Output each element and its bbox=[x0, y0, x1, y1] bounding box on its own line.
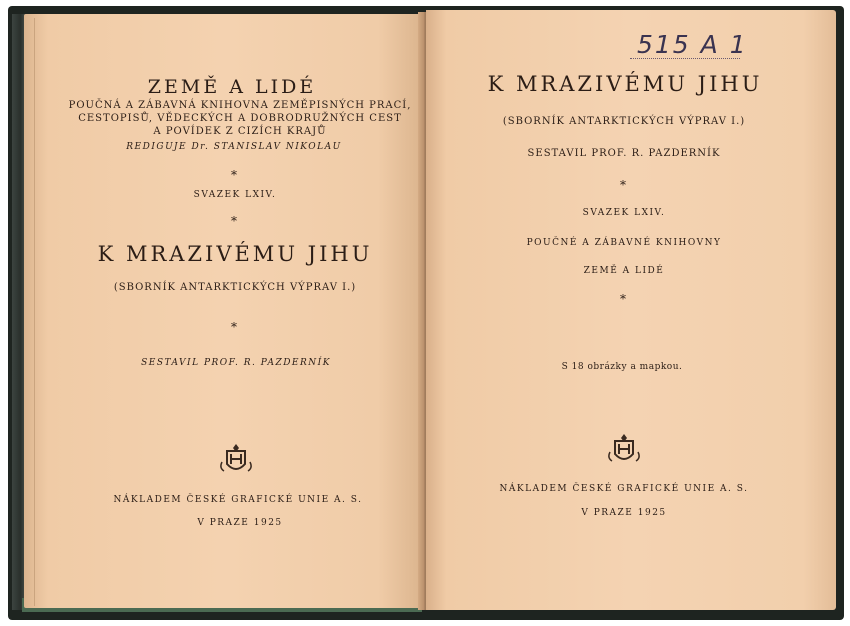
right-book-subtitle: (SBORNÍK ANTARKTICKÝCH VÝPRAV I.) bbox=[502, 116, 746, 127]
right-page bbox=[426, 10, 836, 610]
left-star-1: * bbox=[231, 168, 237, 182]
right-publisher: NÁKLADEM ČESKÉ GRAFICKÉ UNIE A. S. bbox=[499, 484, 749, 494]
left-series-desc-2: CESTOPISŮ, VĚDECKÝCH A DOBRODRUŽNÝCH CEST bbox=[78, 113, 402, 124]
handwritten-shelfmark: 515 A 1 bbox=[637, 30, 748, 59]
left-compiler: SESTAVIL PROF. R. PAZDERNÍK bbox=[141, 358, 331, 368]
left-publisher: NÁKLADEM ČESKÉ GRAFICKÉ UNIE A. S. bbox=[113, 495, 363, 505]
publisher-emblem-icon bbox=[607, 432, 641, 466]
left-book-subtitle: (SBORNÍK ANTARKTICKÝCH VÝPRAV I.) bbox=[113, 282, 357, 293]
left-book-title: K MRAZIVÉMU JIHU bbox=[97, 242, 373, 266]
publisher-emblem-icon bbox=[219, 442, 253, 476]
left-star-3: * bbox=[231, 320, 237, 334]
right-compiler: SESTAVIL PROF. R. PAZDERNÍK bbox=[527, 148, 721, 159]
handwriting-underline bbox=[630, 58, 740, 60]
left-series-desc-1: POUČNÁ A ZÁBAVNÁ KNIHOVNA ZEMĚPISNÝCH PRACÍ, bbox=[68, 100, 412, 111]
right-star-1: * bbox=[620, 178, 626, 192]
left-star-2: * bbox=[231, 214, 237, 228]
left-volume: SVAZEK LXIV. bbox=[193, 190, 277, 200]
right-illustrations: S 18 obrázky a mapkou. bbox=[561, 362, 683, 372]
left-place-year: V PRAZE 1925 bbox=[197, 518, 283, 528]
right-volume: SVAZEK LXIV. bbox=[582, 208, 666, 218]
right-series-line: POUČNÉ A ZÁBAVNÉ KNIHOVNY bbox=[526, 238, 722, 248]
left-series-title: ZEMĚ A LIDÉ bbox=[147, 76, 317, 98]
right-place-year: V PRAZE 1925 bbox=[581, 508, 667, 518]
right-book-title: K MRAZIVÉMU JIHU bbox=[487, 72, 763, 96]
left-series-desc-3: A POVÍDEK Z CIZÍCH KRAJŮ bbox=[153, 126, 327, 137]
right-series-name: ZEMĚ A LIDÉ bbox=[583, 266, 665, 276]
right-star-2: * bbox=[620, 292, 626, 306]
left-editor: REDIGUJE Dr. STANISLAV NIKOLAU bbox=[126, 142, 342, 152]
